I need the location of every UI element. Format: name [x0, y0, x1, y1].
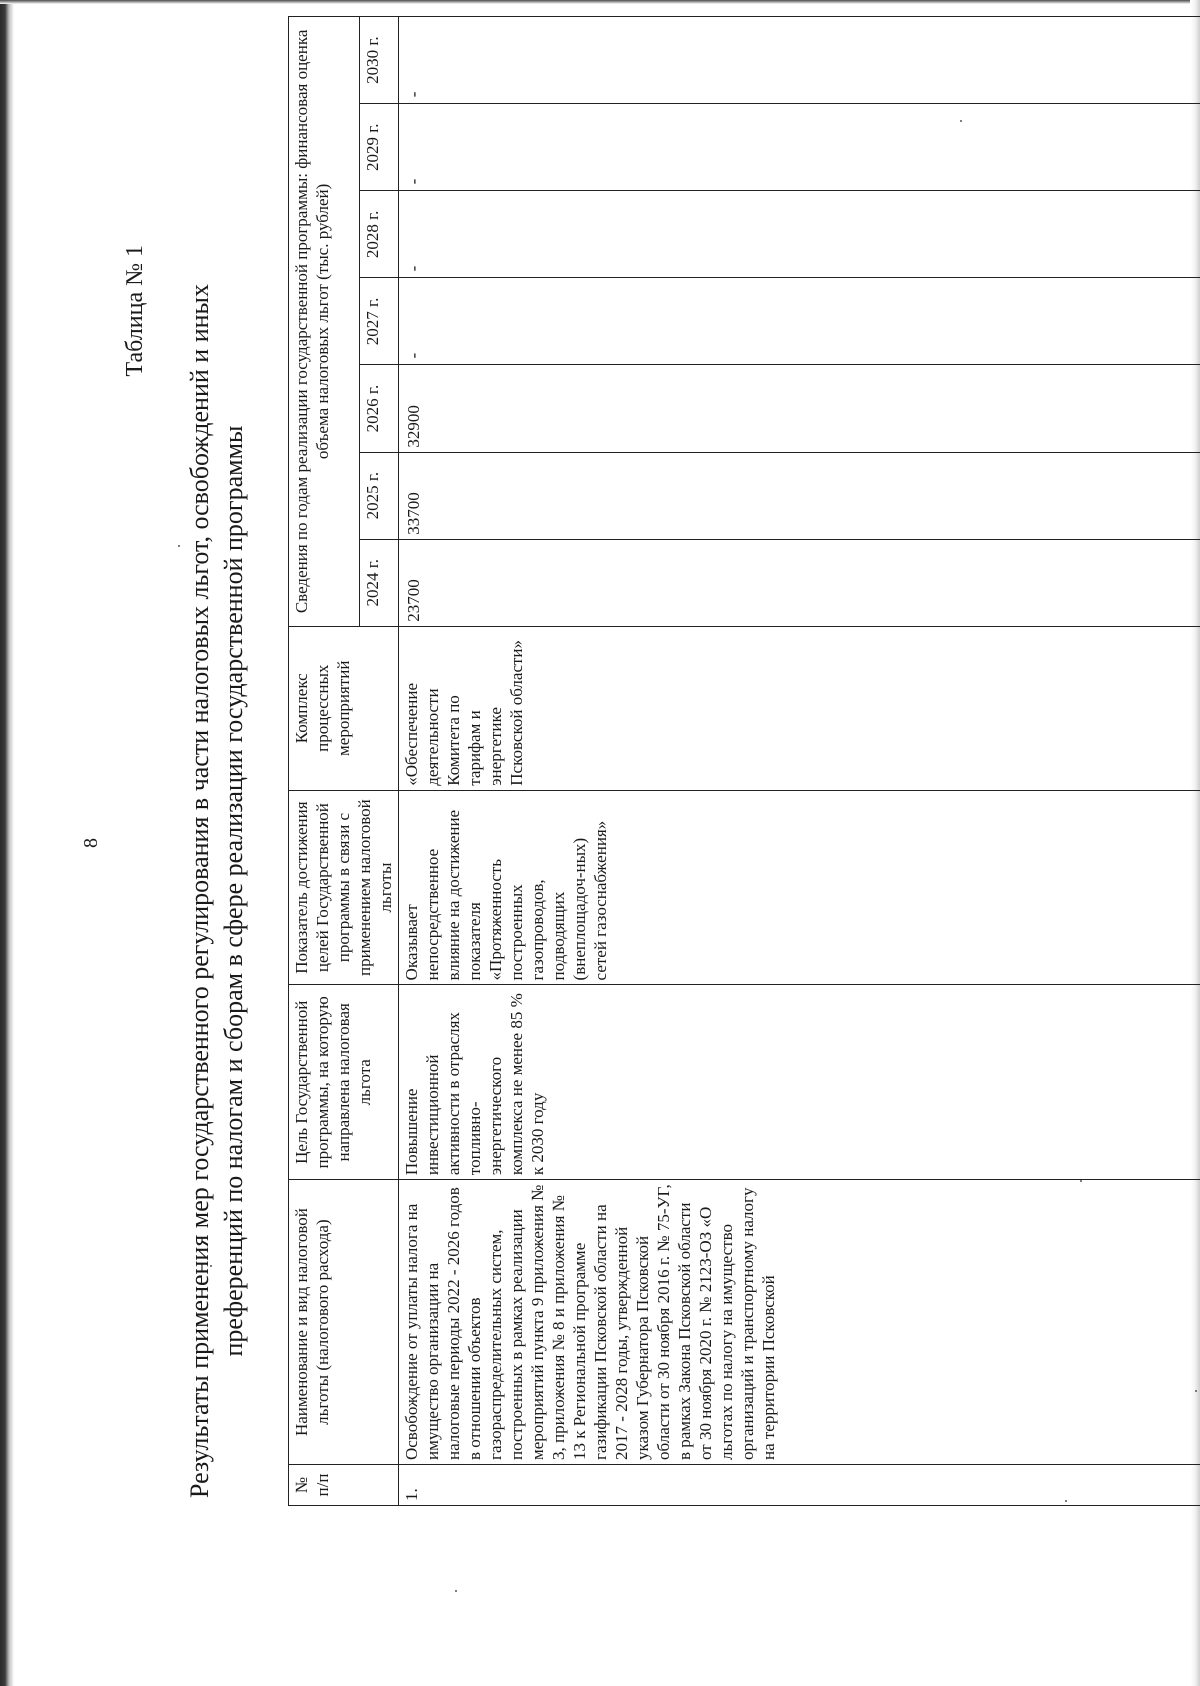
cell-value-2028: -	[399, 191, 1200, 278]
cell-value-2029: -	[399, 104, 1200, 191]
cell-value-2025: 33700	[399, 452, 1200, 539]
cell-value-2026: 32900	[399, 365, 1200, 452]
header-info-group: Сведения по годам реализации государственной программы: финансовая оценка объема налоговых льгот (тыс. рублей)	[289, 17, 360, 627]
header-indicator: Показатель достижения целей Государственной программы в связи с применением налоговой льготы	[289, 790, 399, 985]
cell-value-2030: -	[399, 17, 1200, 104]
cell-value-2024: 23700	[399, 539, 1200, 626]
cell-complex: «Обеспечение деятельности Комитета по тарифам и энергетике Псковской области»	[399, 626, 1200, 790]
title-line-2: преференций по налогам и сборам в сфере реализации государственной программы	[219, 425, 248, 1357]
header-year: 2025 г.	[359, 452, 398, 539]
cell-name: Освобождение от уплаты налога на имущество организации на налоговые периоды 2022 - 2026 годов в отношении объектов газораспределительных систем, построенных в рамках реализации мероприятий пункта 9 приложения № 3, приложения № 8 и приложения № 13 к Региональной программе газификации Псковской области на 2017 - 2028 годы, утвержденной указом Губернатора Псковской области от 30 ноября 2016 г. № 75-УГ, в рамках Закона Псковской области от 30 ноября 2020 г. № 2123-ОЗ «О льготах по налогу на имущество организаций и транспортному налогу на территории Псковской	[399, 1180, 1200, 1465]
table-row	[399, 17, 1200, 1506]
header-goal: Цель Государственной программы, на которую направлена налоговая льгота	[289, 985, 399, 1180]
cell-indicator: Оказывает непосредственное влияние на достижение показателя «Протяженность построенных газопроводов, подводящих (внеплощадоч-ных) сетей газоснабжения»	[399, 790, 1200, 985]
cell-value-2027: -	[399, 278, 1200, 365]
header-complex: Комплекс процессных мероприятий	[289, 626, 399, 790]
tax-benefits-table	[288, 16, 1200, 1506]
header-year: 2029 г.	[359, 104, 398, 191]
page-number: 8	[80, 838, 102, 848]
title-line-1: Результаты применения мер государственного регулирования в части налоговых льгот, освобождений и иных	[185, 283, 214, 1499]
cell-num: 1.	[399, 1465, 1200, 1506]
header-row	[289, 17, 360, 1506]
header-year: 2028 г.	[359, 191, 398, 278]
header-year: 2024 г.	[359, 539, 398, 626]
table-label: Таблица № 1	[122, 245, 148, 377]
header-num: № п/п	[289, 1465, 399, 1506]
header-year: 2026 г.	[359, 365, 398, 452]
cell-goal: Повышение инвестиционной активности в отраслях топливно-энергетического комплекса не менее 85 % к 2030 году	[399, 985, 1200, 1180]
document-title	[183, 256, 251, 1526]
header-year: 2027 г.	[359, 278, 398, 365]
header-year: 2030 г.	[359, 17, 398, 104]
header-name: Наименование и вид налоговой льготы (налогового расхода)	[289, 1180, 399, 1465]
